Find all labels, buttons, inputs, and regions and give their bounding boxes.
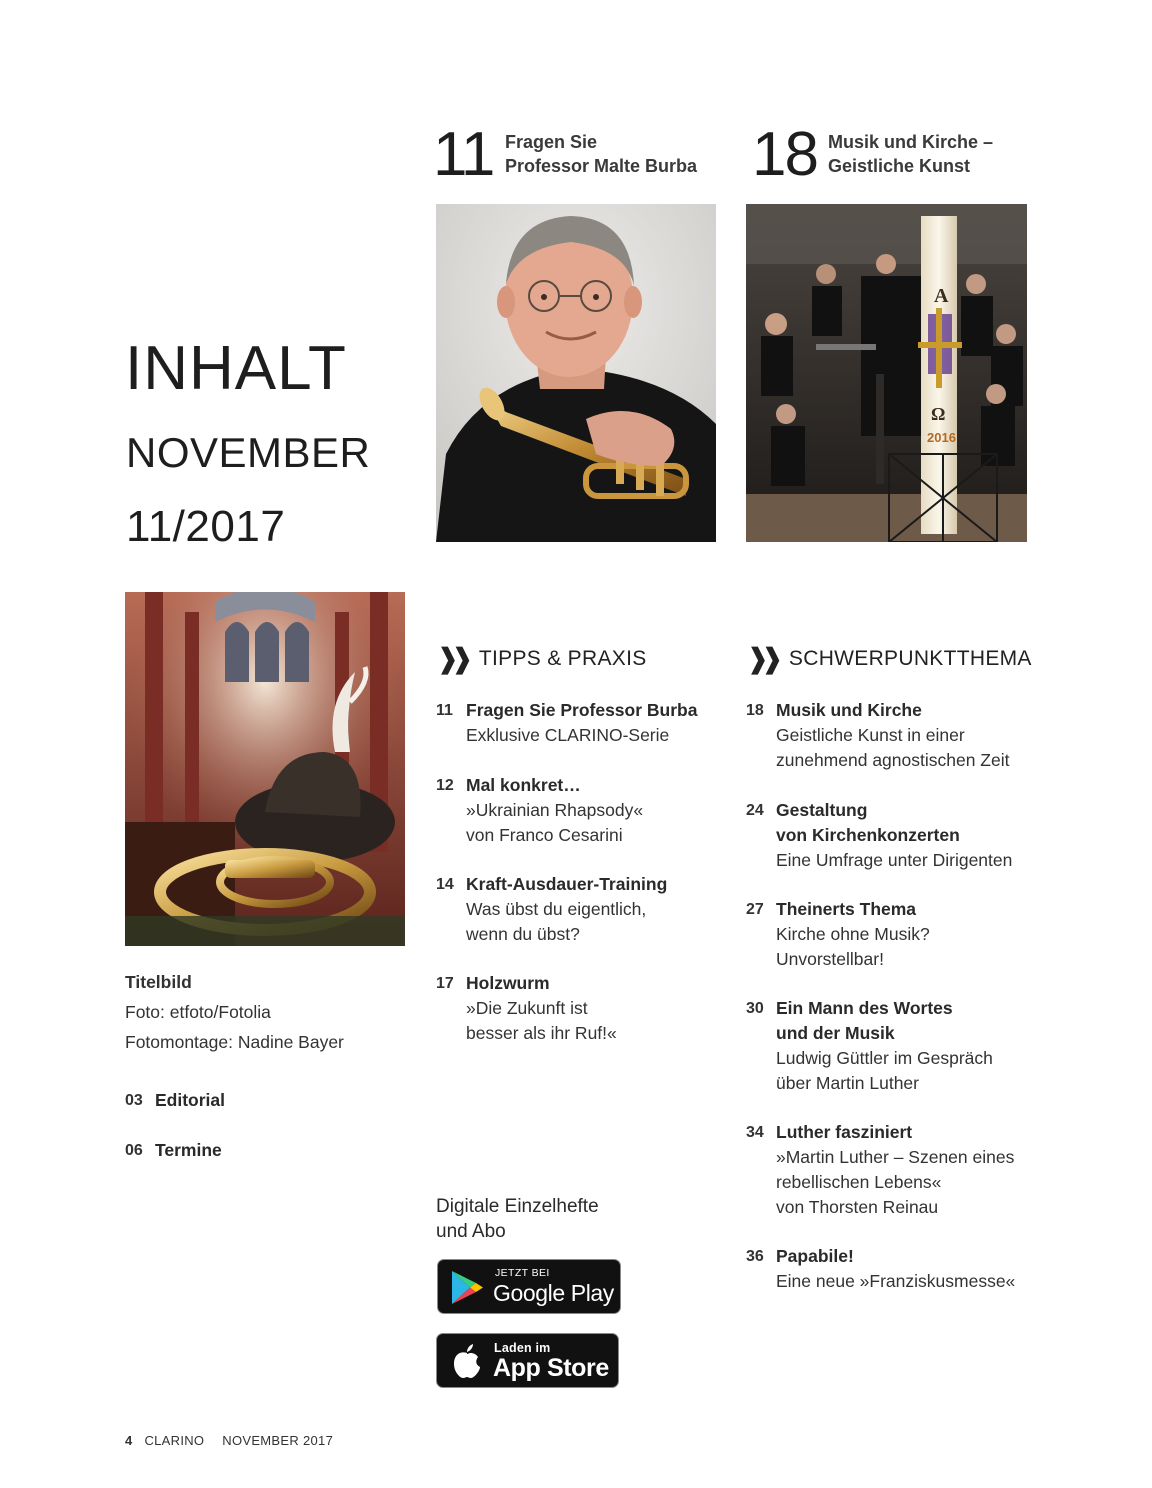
toc-entry-subtitle: »Die Zukunft ist (466, 998, 588, 1018)
feature-title-line: Geistliche Kunst (828, 156, 971, 176)
app-store-badge-label: App Store (493, 1354, 609, 1382)
toc-entry-title: Theinerts Thema (776, 899, 917, 919)
toc-entry[interactable] (436, 971, 726, 1046)
toc-page-number: 11 (436, 702, 453, 719)
toc-page-number: 34 (746, 1124, 764, 1141)
toc-entry-editorial[interactable] (125, 1088, 385, 1113)
toc-page-number: 36 (746, 1248, 764, 1265)
section-heading-tipps (436, 645, 647, 673)
section-heading-schwerpunkt (746, 645, 1032, 673)
toc-entry-title: Ein Mann des Wortes (776, 998, 953, 1018)
footer-magazine: CLARINO (144, 1433, 205, 1448)
toc-page-number: 24 (746, 802, 764, 819)
page-title: INHALT (125, 334, 347, 403)
photo-church-concert[interactable] (746, 204, 1027, 542)
toc-page-number: 06 (125, 1142, 143, 1159)
toc-entry-title: Holzwurm (466, 973, 550, 993)
cathedral-illustration (125, 592, 405, 946)
digital-heading-line: Digitale Einzelhefte (436, 1196, 599, 1217)
google-play-icon (450, 1269, 484, 1306)
toc-entry[interactable] (436, 773, 726, 848)
svg-text:2016: 2016 (927, 430, 956, 445)
toc-entry-title: Kraft-Ausdauer-Training (466, 874, 668, 894)
google-play-badge-small: JETZT BEI (495, 1267, 550, 1279)
toc-entry-subtitle: von Franco Cesarini (466, 825, 623, 845)
toc-entry[interactable] (746, 1120, 1046, 1220)
footer-date: NOVEMBER 2017 (222, 1433, 334, 1448)
toc-entry[interactable] (746, 996, 1046, 1096)
toc-entry-title: und der Musik (776, 1023, 895, 1043)
feature-title-line: Musik und Kirche – (828, 132, 994, 152)
toc-entry-subtitle: rebellischen Lebens« (776, 1172, 942, 1192)
toc-entry[interactable] (436, 698, 726, 748)
toc-entry-termine[interactable] (125, 1138, 385, 1163)
toc-entry-title: Gestaltung (776, 800, 868, 820)
cover-credits (125, 967, 344, 1057)
toc-page-number: 30 (746, 1000, 764, 1017)
feature-number-18: 18 (752, 120, 817, 189)
toc-entry-title: Mal konkret… (466, 775, 581, 795)
double-chevron-icon: ❱❱ (746, 643, 775, 674)
issue-month: NOVEMBER (126, 429, 371, 476)
section-heading-label: SCHWERPUNKTTHEMA (788, 647, 1032, 670)
toc-entry-subtitle: von Thorsten Reinau (776, 1197, 939, 1217)
app-store-badge[interactable] (436, 1333, 619, 1388)
toc-entry[interactable] (436, 872, 726, 947)
toc-entry-subtitle: Eine neue »Franziskusmesse« (776, 1271, 1016, 1291)
toc-page-number: 14 (436, 876, 454, 893)
svg-text:A: A (934, 285, 949, 307)
professor-illustration (436, 204, 716, 542)
feature-number-11: 11 (433, 120, 494, 189)
toc-entry-subtitle: Kirche ohne Musik? (776, 924, 930, 944)
app-store-badge-small: Laden im (494, 1341, 551, 1355)
double-chevron-icon: ❱❱ (436, 643, 465, 674)
toc-entry-subtitle: wenn du übst? (466, 924, 580, 944)
cover-montage-credit: Fotomontage: Nadine Bayer (125, 1032, 344, 1052)
toc-entry-subtitle: Exklusive CLARINO-Serie (466, 725, 670, 745)
toc-entry-title: von Kirchenkonzerten (776, 825, 960, 845)
cover-image[interactable] (125, 592, 405, 946)
toc-entry-subtitle: Unvorstellbar! (776, 949, 884, 969)
toc-entry[interactable] (746, 798, 1046, 873)
toc-page-number: 18 (746, 702, 764, 719)
section-heading-label: TIPPS & PRAXIS (478, 647, 647, 670)
toc-entry-subtitle: Eine Umfrage unter Dirigenten (776, 850, 1013, 870)
feature-title-18[interactable] (828, 130, 993, 178)
digital-heading (436, 1194, 599, 1244)
concert-illustration (746, 204, 1027, 542)
google-play-badge[interactable] (437, 1259, 621, 1314)
digital-heading-line: und Abo (436, 1221, 506, 1242)
cover-photo-credit: Foto: etfoto/Fotolia (125, 1002, 271, 1022)
toc-entry[interactable] (746, 698, 1046, 773)
toc-entry-subtitle: Was übst du eigentlich, (466, 899, 647, 919)
toc-entry-title: Musik und Kirche (776, 700, 922, 720)
toc-entry-title: Fragen Sie Professor Burba (466, 700, 698, 720)
toc-entry-subtitle: besser als ihr Ruf!« (466, 1023, 617, 1043)
toc-page-number: 27 (746, 901, 764, 918)
toc-entry[interactable] (746, 897, 1046, 972)
feature-title-line: Fragen Sie (505, 132, 598, 152)
toc-page-number: 03 (125, 1092, 143, 1109)
toc-entry-subtitle: Ludwig Güttler im Gespräch (776, 1048, 993, 1068)
photo-professor-burba[interactable] (436, 204, 716, 542)
apple-icon (452, 1343, 482, 1379)
svg-text:Ω: Ω (931, 404, 946, 424)
toc-entry-subtitle: zunehmend agnostischen Zeit (776, 750, 1010, 770)
toc-entry-subtitle: »Ukrainian Rhapsody« (466, 800, 644, 820)
toc-entry-subtitle: Geistliche Kunst in einer (776, 725, 965, 745)
toc-entry-subtitle: über Martin Luther (776, 1073, 919, 1093)
toc-page-number: 17 (436, 975, 454, 992)
google-play-badge-label: Google Play (493, 1280, 614, 1306)
feature-title-11[interactable] (505, 130, 697, 178)
toc-entry[interactable] (746, 1244, 1046, 1294)
toc-entry-title: Luther fasziniert (776, 1122, 913, 1142)
page-footer (125, 1433, 341, 1448)
issue-number: 11/2017 (126, 502, 286, 551)
toc-entry-title: Papabile! (776, 1246, 854, 1266)
cover-credits-heading: Titelbild (125, 972, 192, 992)
toc-entry-title: Editorial (155, 1090, 226, 1110)
toc-entry-subtitle: »Martin Luther – Szenen eines (776, 1147, 1015, 1167)
footer-page-number: 4 (125, 1433, 133, 1448)
feature-title-line: Professor Malte Burba (505, 156, 698, 176)
toc-entry-title: Termine (155, 1140, 222, 1160)
toc-page-number: 12 (436, 777, 454, 794)
